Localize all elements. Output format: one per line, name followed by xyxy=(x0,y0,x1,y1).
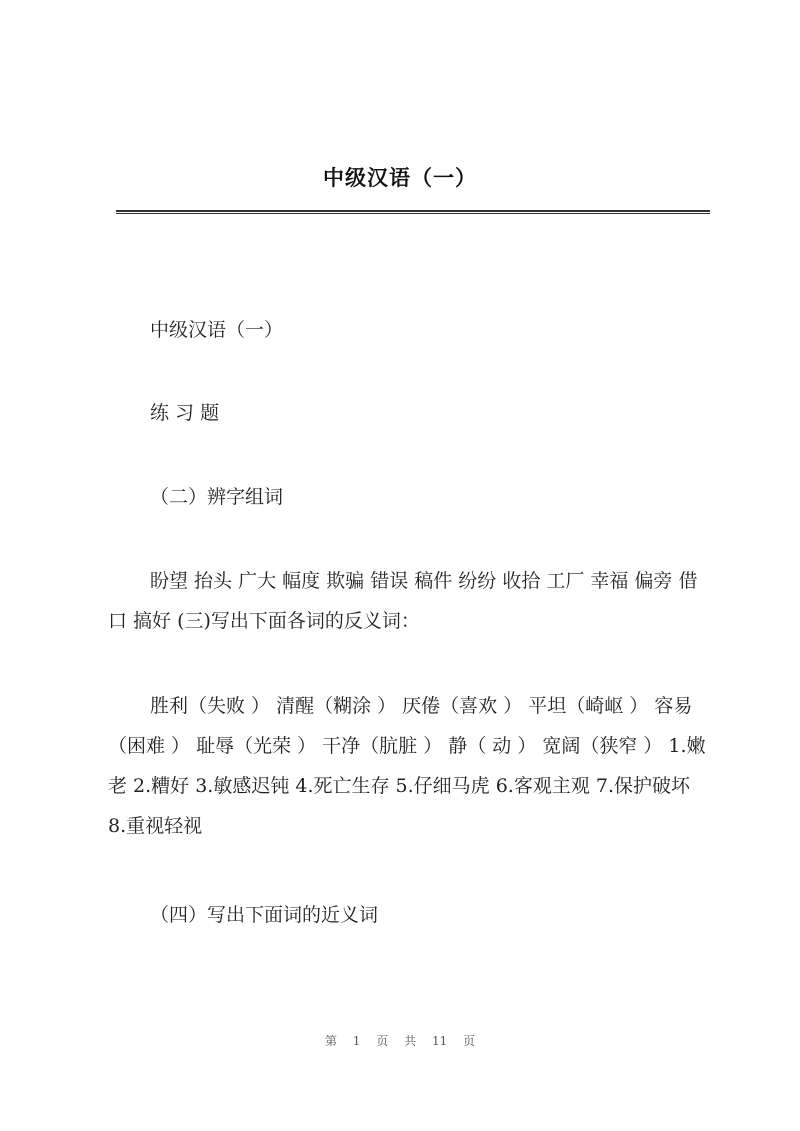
footer-page-unit: 页 xyxy=(376,1034,389,1048)
paragraph-section-two: （二）辨字组词 xyxy=(150,486,284,508)
paragraph-word-list: 盼望 抬头 广大 幅度 欺骗 错误 稿件 纷纷 收拾 工厂 幸福 偏旁 借口 搞好 (三)写出下面各词的反义词： xyxy=(108,570,698,632)
document-header-title: 中级汉语（一） xyxy=(323,165,477,190)
paragraph-exercise-heading: 练 习 题 xyxy=(150,402,220,424)
page-footer xyxy=(0,1032,800,1049)
footer-page-label: 第 xyxy=(324,1034,337,1048)
paragraph-title: 中级汉语（一） xyxy=(150,319,284,341)
paragraph-section-four: （四）写出下面词的近义词 xyxy=(150,904,379,926)
footer-total-label: 共 xyxy=(404,1034,417,1048)
footer-total-pages: 11 xyxy=(431,1034,448,1048)
paragraph-antonyms: 胜利（失败 ） 清醒（糊涂 ） 厌倦（喜欢 ） 平坦（崎岖 ） 容易（困难 ） 耻辱（光荣 ） 干净（肮脏 ） 静（ 动 ） 宽阔（狭窄 ） 1.嫩老 2.糟好 3.敏感迟钝 4.死亡生存 5.仔细马虎 6.客观主观 7.保护破坏 8.重视轻视 xyxy=(108,695,706,837)
footer-page-number: 1 xyxy=(352,1034,361,1048)
footer-total-unit: 页 xyxy=(463,1034,476,1048)
header-divider xyxy=(116,210,710,214)
